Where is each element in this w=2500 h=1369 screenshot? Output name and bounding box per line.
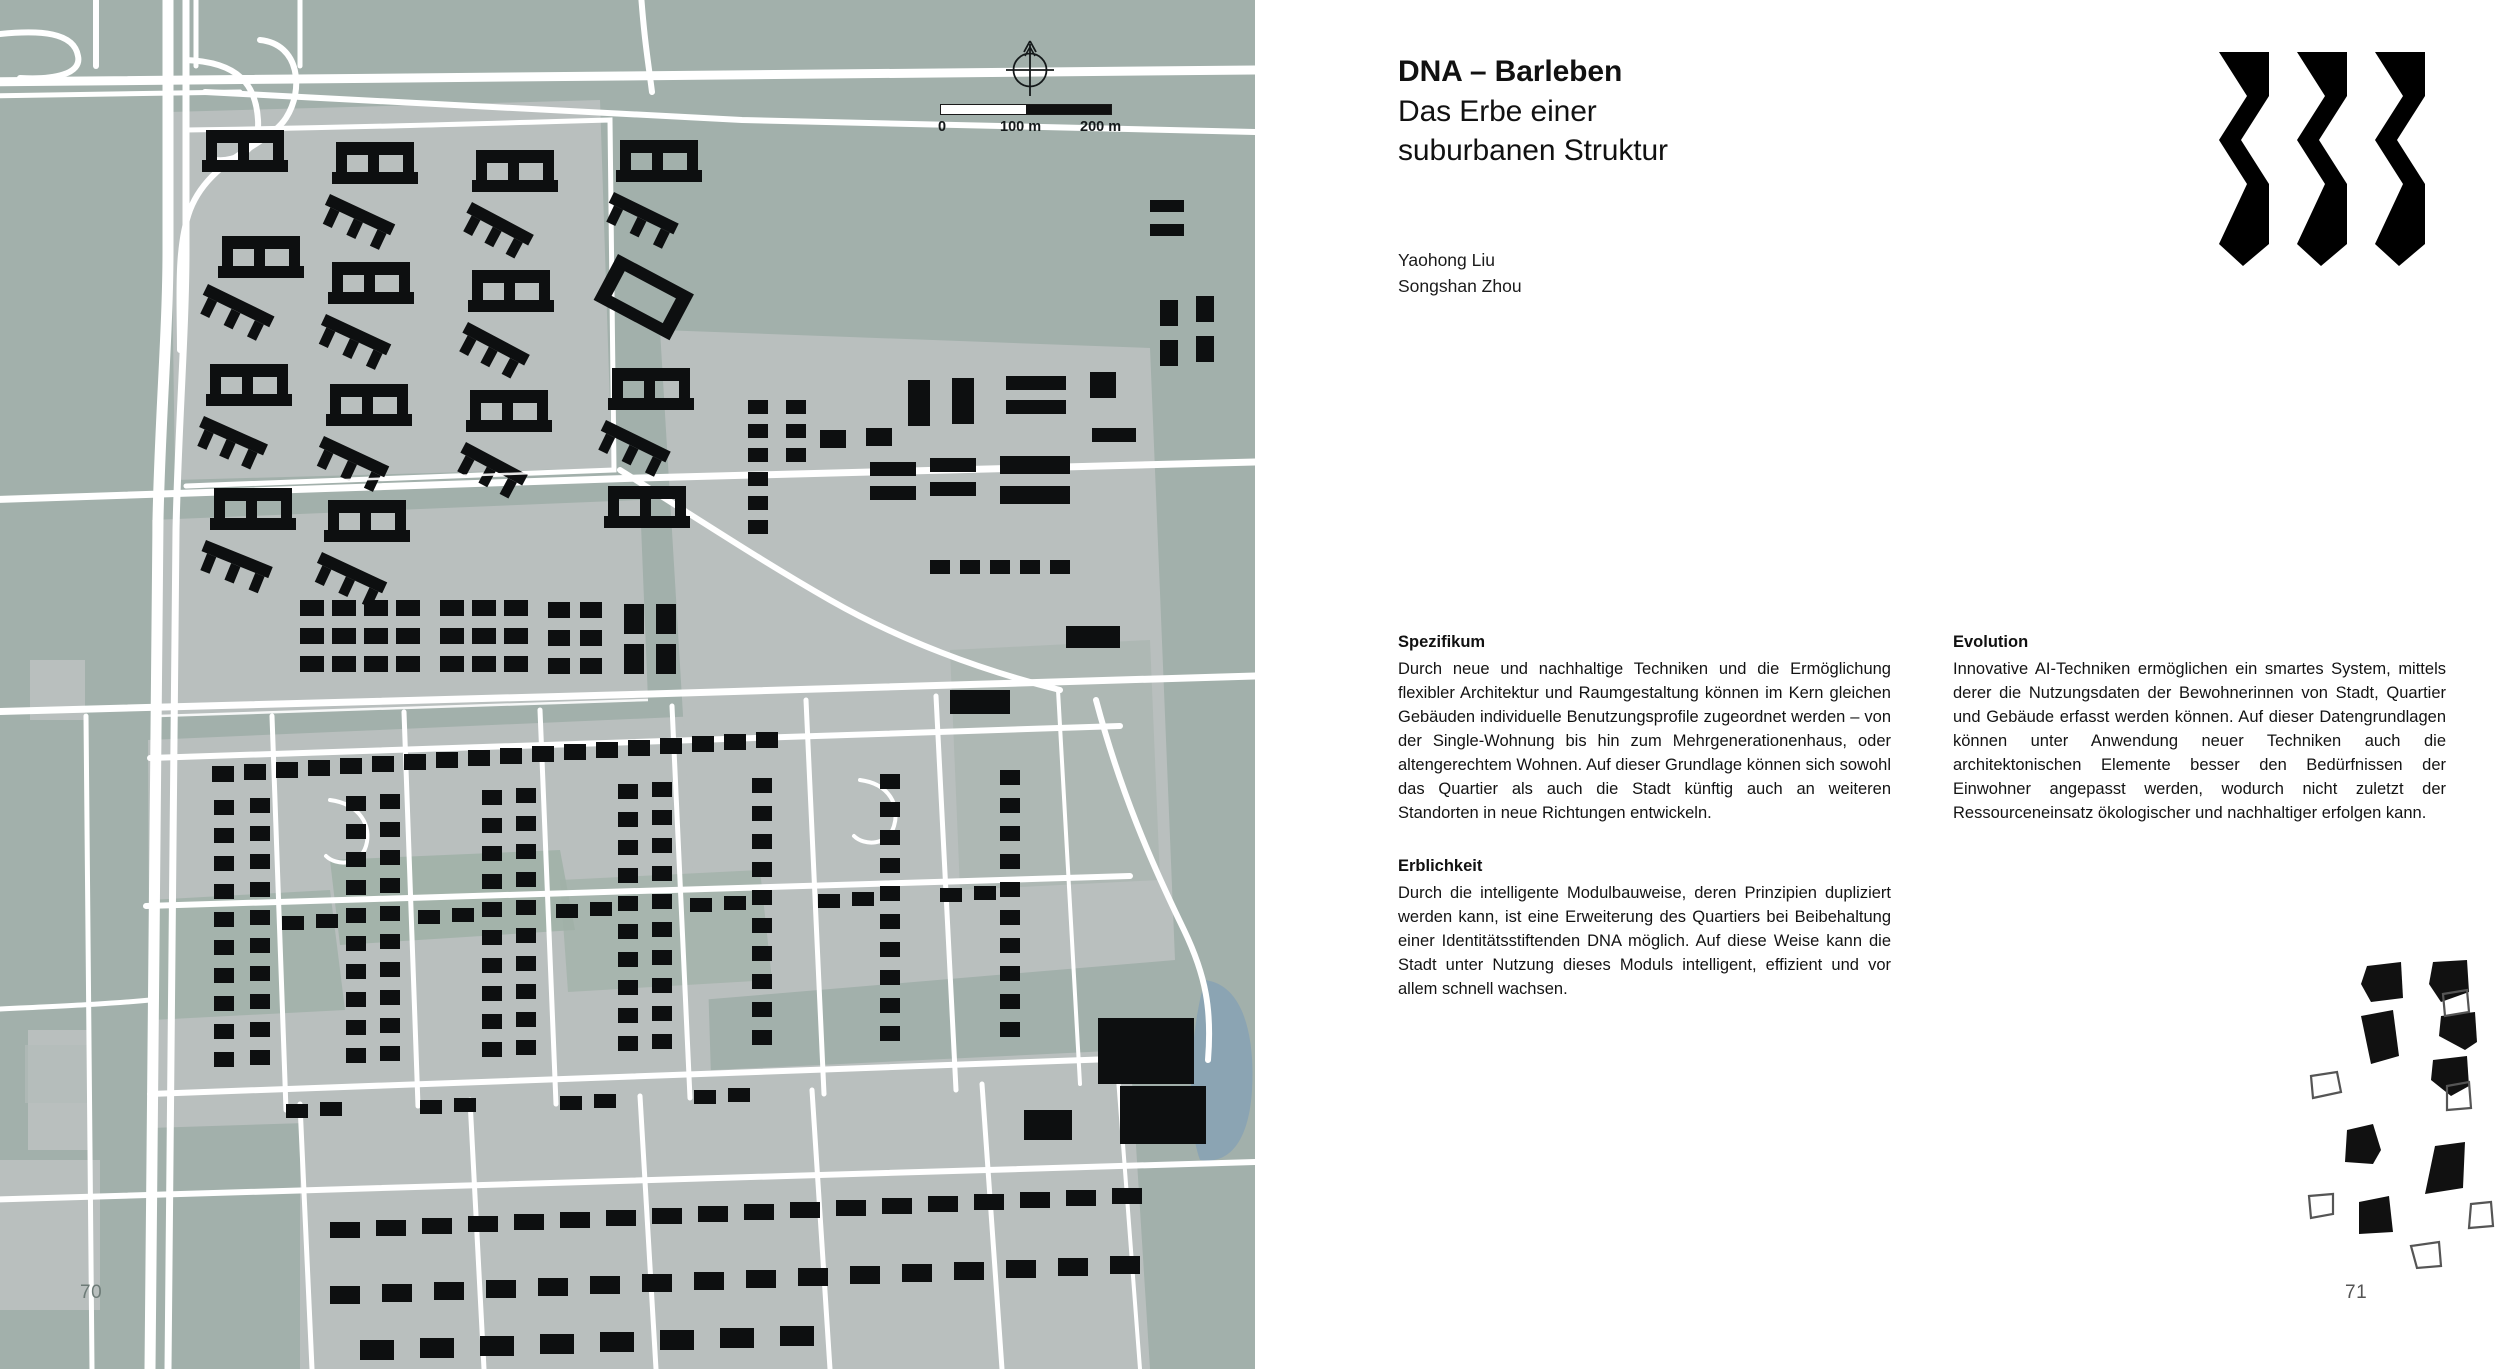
section-heading-erblichkeit: Erblichkeit [1398,856,1483,875]
column-left [1398,631,1891,1001]
scale-bar-labels [938,119,1122,137]
scale-segment-black [1026,105,1111,114]
three-zigzag-bars-mark-icon [2213,44,2428,274]
page-number-left: 70 [80,1282,103,1303]
page-subtitle-line-2: suburbanen Struktur [1398,134,1668,167]
article-title-block [1398,52,2018,170]
section-body-spezifikum: Durch neue und nachhaltige Techniken und die Ermöglichung flexibler Architektur und Raumgestaltung können im Kern gleichen Gebäuden individuelle Benutzungsprofile zugeordnet werden – von der Single-Wohnung bis hin zum Mehrgenerationenhaus, oder altengerechtem Wohnen. Auf dieser Grundlage können sich sowohl das Quartier als auch die Stadt künftig auch an weiteren Standorten in neue Richtungen entwickeln. [1398,659,1891,822]
page-subtitle-line-1: Das Erbe einer [1398,95,1597,128]
scale-tick-200: 200 m [1080,119,1122,135]
map-scale-bar [938,104,1122,137]
page-number-right: 71 [2345,1282,2368,1303]
section-body-evolution: Innovative AI-Techniken ermöglichen ein smartes System, mittels derer die Nutzungsdaten der Bewohnerinnen von Stadt, Quartier und Gebäude erfasst werden können. Auf dieser Datengrundlagen können unter Anwendung neuer Techniken auch die architektonischen Elemente besser den Bedürfnissen der Einwohner angepasst werden, wodurch nicht zuletzt der Ressourceneinsatz ökologischer und nachhaltiger erfolgen kann. [1953,659,2446,822]
scale-tick-100: 100 m [1000,119,1042,135]
compass-north-icon [1000,38,1060,100]
map-furniture [940,38,1120,138]
right-page-text [1255,0,2500,1369]
scale-bar-track [940,104,1112,115]
page-title: DNA – Barleben [1398,55,1623,88]
author-list [1398,248,1522,299]
modules-diagram-svg [2275,940,2500,1340]
section-body-erblichkeit: Durch die intelligente Modulbauweise, deren Prinzipien dupliziert werden kann, ist eine Erweiterung des Quartiers bei Beibehaltung einer Identitätsstiftenden DNA möglich. Auf diese Weise kann die Stadt unter Nutzung dieses Moduls intelligent, effizient und vor allem schnell wachsen. [1398,883,1891,998]
section-spacer [1398,825,1891,855]
scattered-modules-diagram [2275,940,2500,1340]
section-heading-evolution: Evolution [1953,633,2029,651]
author-name-1: Yaohong Liu [1398,250,1495,270]
filled-modules [2345,960,2477,1234]
scale-segment-white [941,105,1026,114]
section-heading-spezifikum: Spezifikum [1398,633,1486,651]
scale-tick-0: 0 [938,119,947,135]
author-name-2: Songshan Zhou [1398,275,1522,296]
